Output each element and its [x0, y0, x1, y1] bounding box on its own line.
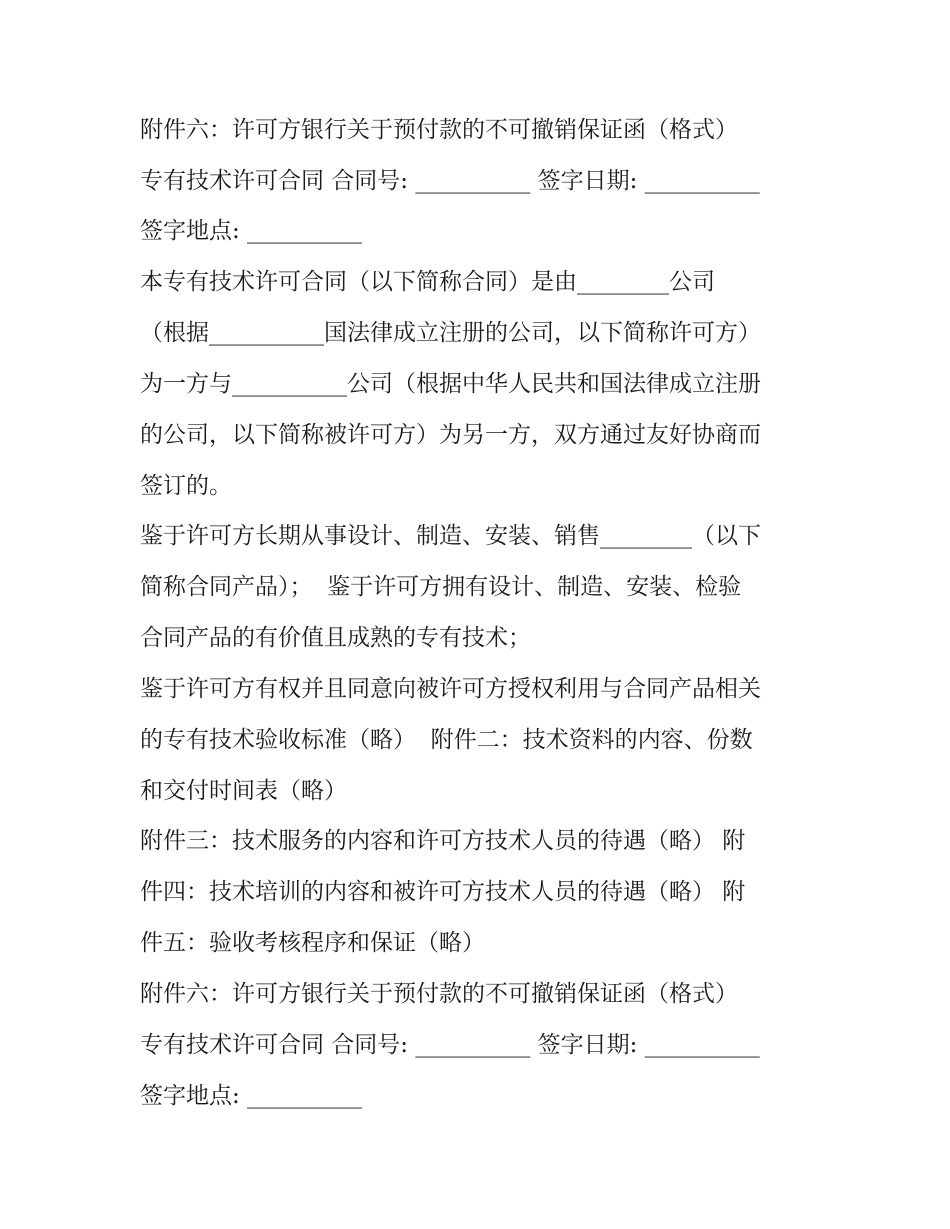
text-line-18: 附件六：许可方银行关于预付款的不可撤销保证函（格式）	[140, 981, 738, 1007]
text-line-12: 鉴于许可方有权并且同意向被许可方授权利用与合同产品相关	[140, 676, 761, 702]
text-line-7: 的公司，以下简称被许可方）为另一方，双方通过友好协商而	[140, 422, 761, 448]
text-line-16: 件四：技术培训的内容和被许可方技术人员的待遇（略） 附	[140, 879, 746, 905]
text-line-9: 鉴于许可方长期从事设计、制造、安装、销售________（以下	[140, 523, 761, 549]
text-line-10: 简称合同产品）； 鉴于许可方拥有设计、制造、安装、检验	[140, 574, 742, 600]
text-line-3: 签字地点: __________	[140, 218, 363, 244]
text-line-14: 和交付时间表（略）	[140, 778, 347, 804]
text-line-15: 附件三：技术服务的内容和许可方技术人员的待遇（略） 附	[140, 828, 746, 854]
text-line-13: 的专有技术验收标准（略） 附件二：技术资料的内容、份数	[140, 727, 753, 753]
text-line-8: 签订的。	[140, 473, 232, 499]
text-line-6: 为一方与__________公司（根据中华人民共和国法律成立注册	[140, 371, 761, 397]
text-line-5: （根据__________国法律成立注册的公司，以下简称许可方）	[140, 320, 761, 346]
text-line-4: 本专有技术许可合同（以下简称合同）是由________公司	[140, 269, 715, 295]
text-line-19: 专有技术许可合同 合同号: __________ 签字日期: __________	[140, 1032, 760, 1058]
text-line-17: 件五：验收考核程序和保证（略）	[140, 930, 485, 956]
text-line-2: 专有技术许可合同 合同号: __________ 签字日期: __________	[140, 168, 760, 194]
text-line-1: 附件六：许可方银行关于预付款的不可撤销保证函（格式）	[140, 117, 738, 143]
text-line-11: 合同产品的有价值且成熟的专有技术；	[140, 625, 531, 651]
text-line-20: 签字地点: __________	[140, 1083, 363, 1109]
